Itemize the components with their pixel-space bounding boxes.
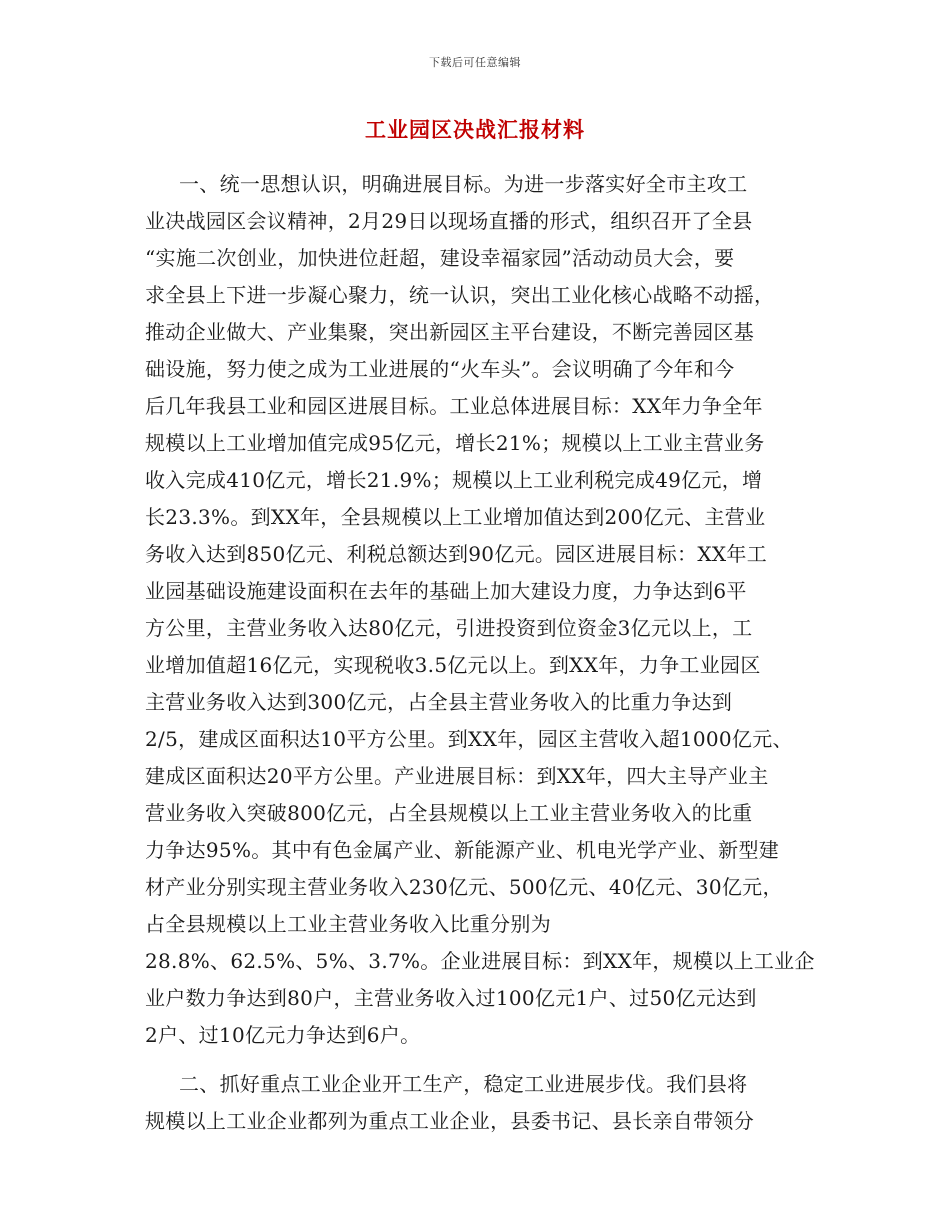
paragraph-line: 后几年我县工业和园区进展目标。工业总体进展目标：XX年力争全年 (145, 394, 763, 418)
paragraph-line: 力争达95%。其中有色金属产业、新能源产业、机电光学产业、新型建 (145, 838, 780, 862)
paragraph-line: 占全县规模以上工业主营业务收入比重分别为 (145, 912, 551, 936)
paragraph-line: 2/5，建成区面积达10平方公里。到XX年，园区主营收入超1000亿元、 (145, 727, 793, 751)
document-title: 工业园区决战汇报材料 (365, 117, 585, 142)
paragraph-line: 材产业分别实现主营业务收入230亿元、500亿元、40亿元、30亿元， (145, 875, 783, 899)
paragraph-line: “实施二次创业，加快进位赶超，建设幸福家园”活动动员大会，要 (145, 246, 735, 270)
paragraph-line: 营业务收入突破800亿元，占全县规模以上工业主营业务收入的比重 (145, 801, 753, 825)
paragraph-line: 二、抓好重点工业企业开工生产，稳定工业进展步伐。我们县将 (179, 1072, 748, 1096)
paragraph-line: 方公里，主营业务收入达80亿元，引进投资到位资金3亿元以上，工 (145, 616, 753, 640)
paragraph-line: 求全县上下进一步凝心聚力，统一认识，突出工业化核心战略不动摇， (145, 283, 775, 307)
paragraph-line: 长23.3%。到XX年，全县规模以上工业增加值达到200亿元、主营业 (145, 505, 766, 529)
paragraph-line: 主营业务收入达到300亿元，占全县主营业务收入的比重力争达到 (145, 690, 733, 714)
paragraph-spacer (145, 1054, 835, 1066)
paragraph-line: 建成区面积达20平方公里。产业进展目标：到XX年，四大主导产业主 (145, 764, 769, 788)
paragraph-line: 收入完成410亿元，增长21.9%；规模以上工业利税完成49亿元，增 (145, 468, 763, 492)
paragraph-line: 推动企业做大、产业集聚，突出新园区主平台建设，不断完善园区基 (145, 320, 754, 344)
paragraph-line: 业决战园区会议精神，2月29日以现场直播的形式，组织召开了全县 (145, 209, 753, 233)
paragraph-1 (145, 166, 835, 1054)
paragraph-line: 业户数力争达到80户，主营业务收入过100亿元1户、过50亿元达到 (145, 986, 757, 1010)
paragraph-line: 业园基础设施建设面积在去年的基础上加大建设力度，力争达到6平 (145, 579, 747, 603)
document-body (145, 166, 835, 1140)
paragraph-2 (145, 1066, 835, 1140)
paragraph-line: 2户、过10亿元力争达到6户。 (145, 1023, 421, 1047)
paragraph-line: 业增加值超16亿元，实现税收3.5亿元以上。到XX年，力争工业园区 (145, 653, 761, 677)
header-note: 下载后可任意编辑 (429, 56, 521, 69)
paragraph-line: 一、统一思想认识，明确进展目标。为进一步落实好全市主攻工 (179, 172, 748, 196)
paragraph-line: 础设施，努力使之成为工业进展的“火车头”。会议明确了今年和今 (145, 357, 735, 381)
paragraph-line: 规模以上工业企业都列为重点工业企业，县委书记、县长亲自带领分 (145, 1109, 754, 1133)
paragraph-line: 28.8%、62.5%、5%、3.7%。企业进展目标：到XX年，规模以上工业企 (145, 949, 815, 973)
paragraph-line: 务收入达到850亿元、利税总额达到90亿元。园区进展目标：XX年工 (145, 542, 767, 566)
paragraph-line: 规模以上工业增加值完成95亿元，增长21%；规模以上工业主营业务 (145, 431, 765, 455)
